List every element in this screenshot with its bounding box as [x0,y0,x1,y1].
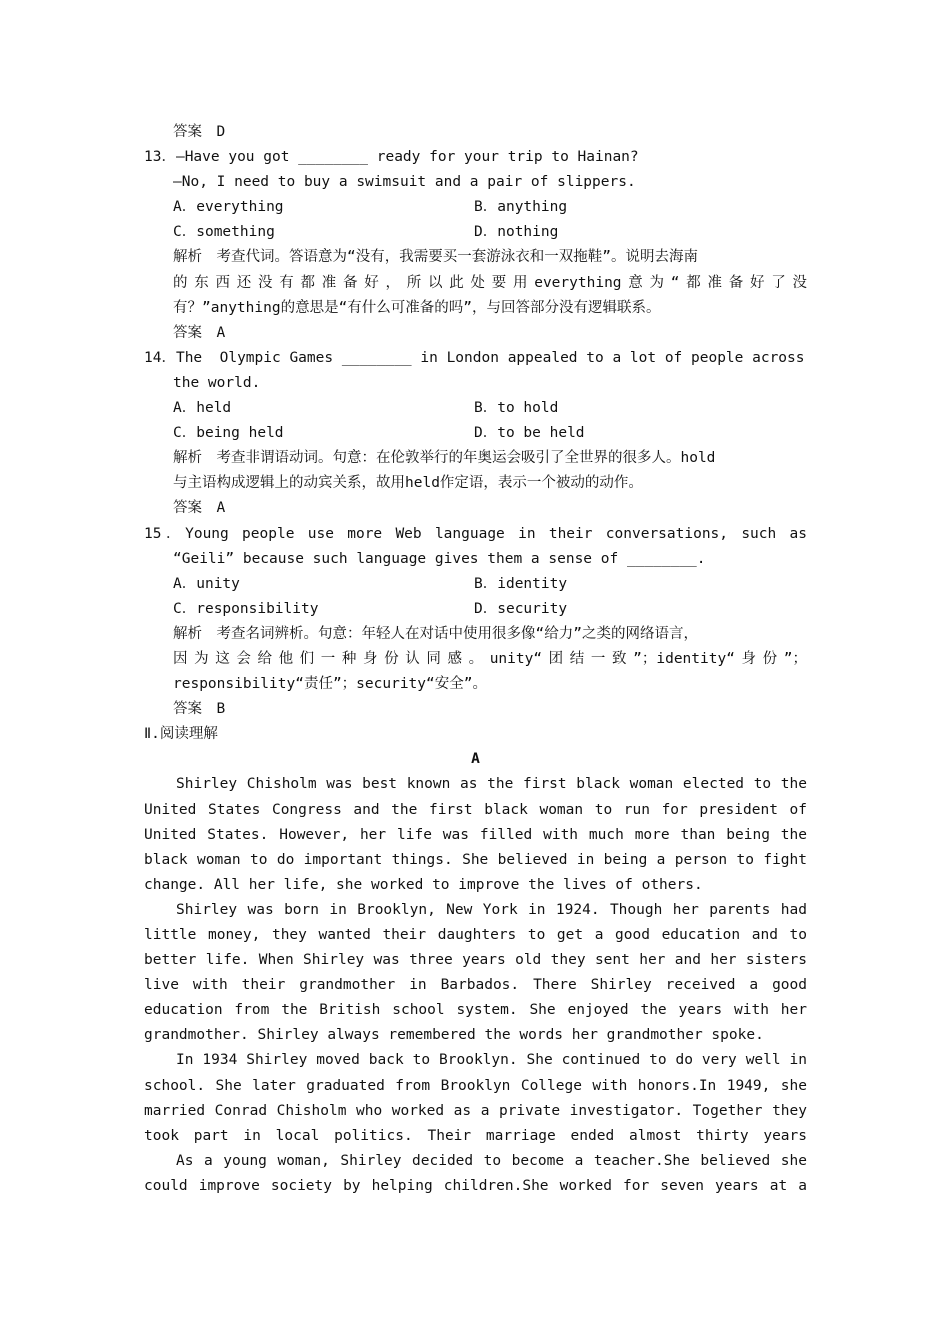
analysis-line: responsibility“责任”；security“安全”。 [173,676,487,693]
question-stem-cont: the world. [173,374,261,391]
paragraph-line: could improve society by helping children.She worked for seven years at a [144,1177,807,1194]
analysis-line: 解析 考查名词辨析。句意：年轻人在对话中使用很多像“给力”之类的网络语言， [173,625,698,642]
question-14 [144,346,807,522]
paragraph-line: change. All her life, she worked to improve the lives of others. [144,876,703,893]
section-title: Ⅱ.阅读理解 [144,726,218,743]
paragraph-line: better life. When Shirley was three years old they sent her and her sisters [144,952,807,969]
question-stem: 14．The Olympic Games ________ in London appealed to a lot of people across [144,349,805,366]
options-row [144,572,807,597]
paragraph-line: education from the British school system. She enjoyed the years with her [144,1002,807,1019]
paragraph-line: married Conrad Chisholm who worked as a private investigator. Together they [144,1102,807,1119]
option-b: B．identity [474,575,568,592]
option-a: A．held [173,400,232,417]
paragraph-line: United States. However, her life was filled with much more than being the [144,826,807,843]
page-content [144,120,807,1199]
paragraph-line: grandmother. Shirley always remembered the words her grandmother spoke. [144,1027,764,1044]
analysis-line: 与主语构成逻辑上的动宾关系，故用held作定语，表示一个被动的动作。 [173,475,643,492]
options-row [144,597,807,622]
passage-paragraph [144,1048,807,1148]
paragraph-line: As a young woman, Shirley decided to become a teacher.She believed she [176,1152,807,1169]
analysis-line: 的东西还没有都准备好，所以此处要用everything意为“都准备好了没 [173,274,807,291]
options-row [144,421,807,446]
passage-paragraph [144,898,807,1049]
analysis-line: 有？”anything的意思是“有什么可准备的吗”，与回答部分没有逻辑联系。 [173,299,661,316]
answer-line: 答案 B [173,701,226,718]
options-row [144,396,807,421]
analysis-line: 因为这会给他们一种身份认同感。unity“团结一致”；identity“身份”； [173,650,807,667]
paragraph-line: live with their grandmother in Barbados. There Shirley received a good [144,977,807,994]
option-c: C．responsibility [173,600,319,617]
paragraph-line: United States Congress and the first black woman to run for president of [144,801,807,818]
paragraph-line: took part in local politics. Their marriage ended almost thirty years [144,1127,807,1144]
option-b: B．to hold [474,400,559,417]
option-a: A．everything [173,199,284,216]
question-13 [144,145,807,346]
option-c: C．something [173,224,275,241]
option-d: D．security [474,600,568,617]
paragraph-line: school. She later graduated from Brooklyn College with honors.In 1949, she [144,1077,807,1094]
question-15 [144,522,807,723]
analysis-line: 解析 考查非谓语动词。句意：在伦敦举行的年奥运会吸引了全世界的很多人。hold [173,450,716,467]
option-a: A．unity [173,575,240,592]
question-stem: 13．—Have you got ________ ready for your trip to Hainan? [144,149,639,166]
options-row [144,195,807,220]
option-c: C．being held [173,425,284,442]
paragraph-line: Shirley was born in Brooklyn, New York in 1924. Though her parents had [176,901,807,918]
analysis-line: 解析 考查代词。答语意为“没有，我需要买一套游泳衣和一双拖鞋”。说明去海南 [173,249,698,266]
paragraph-line: black woman to do important things. She believed in being a person to fight [144,851,807,868]
options-row [144,220,807,245]
paragraph-line: In 1934 Shirley moved back to Brooklyn. She continued to do very well in [176,1052,807,1069]
question-stem-cont: “Geili” because such language gives them a sense of ________. [173,550,706,567]
answer-line: 答案 A [173,324,226,341]
passage-paragraph [144,1149,807,1199]
question-stem: 15．Young people use more Web language in their conversations, such as [144,525,807,542]
passage-paragraph [144,772,807,897]
prev-answer: 答案 D [173,124,226,140]
paragraph-line: Shirley Chisholm was best known as the first black woman elected to the [176,776,807,793]
paragraph-line: little money, they wanted their daughters to get a good education and to [144,927,807,943]
option-b: B．anything [474,199,568,216]
question-reply: —No, I need to buy a swimsuit and a pair of slippers. [173,174,636,191]
option-d: D．to be held [474,425,585,442]
answer-line: 答案 A [173,500,226,517]
passage-label: A [471,751,480,768]
option-d: D．nothing [474,224,559,241]
